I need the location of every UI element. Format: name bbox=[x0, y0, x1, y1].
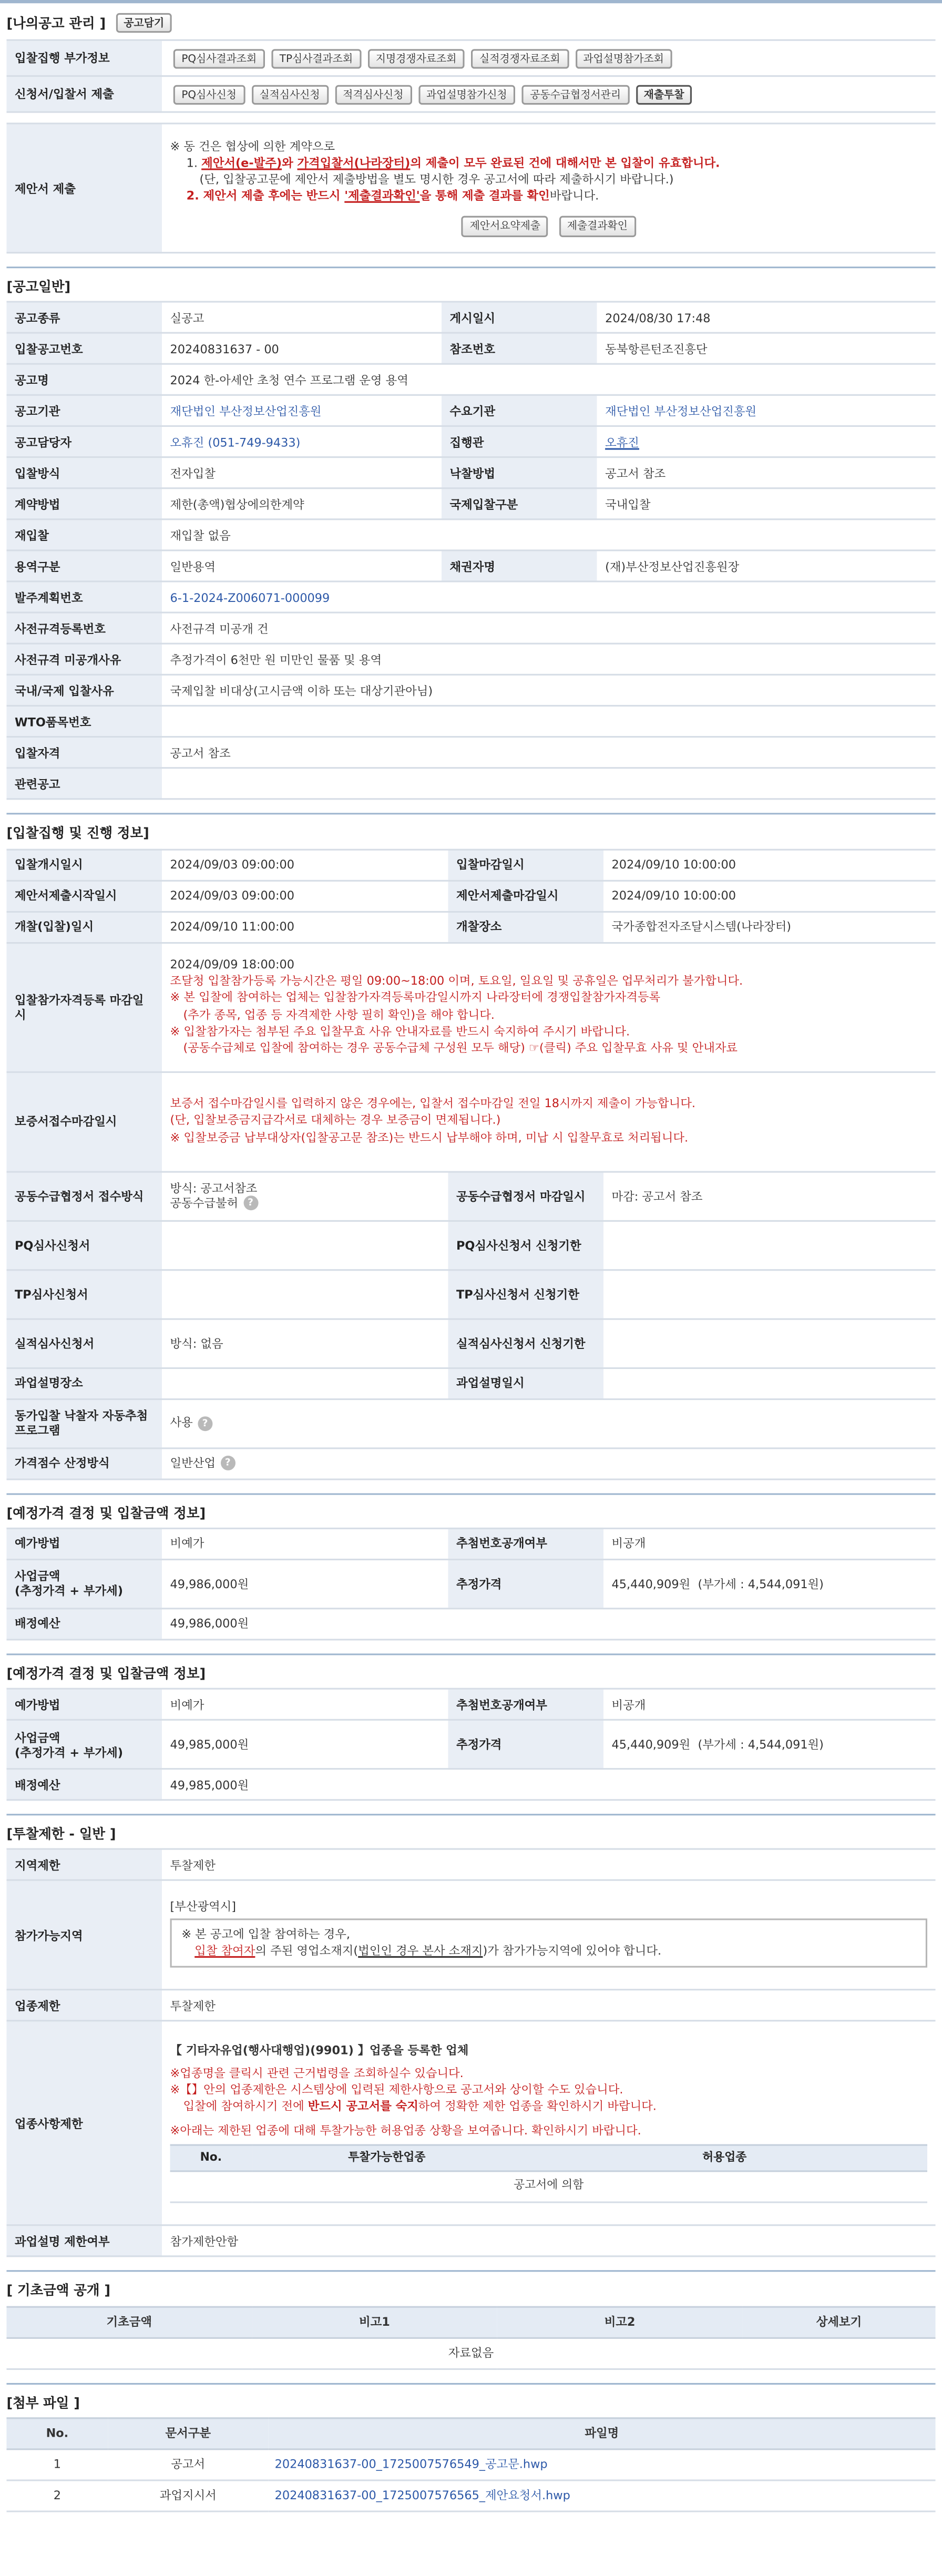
extra-info-label: 입찰집행 부가정보 bbox=[6, 40, 162, 76]
area-value bbox=[162, 1880, 936, 1990]
proposal-notice bbox=[162, 124, 936, 253]
extra-info-buttons bbox=[170, 48, 927, 68]
briefing-place-value bbox=[162, 1367, 448, 1398]
pq-apply-button[interactable]: PQ심사신청 bbox=[173, 84, 245, 104]
price-table-2 bbox=[6, 1688, 935, 1801]
manager-label: 공고담당자 bbox=[6, 426, 162, 457]
joint-method-value bbox=[162, 1171, 448, 1220]
allowed-col-industry: 투찰가능한업종 bbox=[252, 2144, 521, 2172]
auto-draw-label: 동가입찰 낙찰자 자동추첨프로그램 bbox=[6, 1398, 162, 1447]
proposal-line1 bbox=[170, 155, 927, 171]
designated-result-button[interactable]: 지명경쟁자료조회 bbox=[367, 48, 465, 68]
my-notice-section bbox=[6, 13, 942, 33]
area-label: 참가가능지역 bbox=[6, 1880, 162, 1990]
qualify-apply-button[interactable]: 적격심사신청 bbox=[335, 84, 412, 104]
qualification-value: 공고서 참조 bbox=[162, 737, 936, 768]
bond-deadline-value bbox=[162, 1071, 936, 1171]
joint-method-line1: 방식: 공고서참조 bbox=[170, 1180, 258, 1195]
draw-public-value: 비공개 bbox=[603, 1528, 936, 1559]
industry-condition-4 bbox=[170, 2099, 927, 2115]
price-score-label: 가격점수 산정방식 bbox=[6, 1447, 162, 1478]
project-amount-label-2: (추정가격 + 부가세) bbox=[14, 1744, 123, 1759]
divider bbox=[6, 2382, 935, 2384]
pq-deadline-label: PQ심사신청서 신청기한 bbox=[448, 1220, 603, 1269]
industry-condition-1[interactable]: 【 기타자유업(행사대행업)(9901) 】업종을 등록한 업체 bbox=[170, 2043, 469, 2058]
tp-form-value bbox=[162, 1269, 448, 1318]
apply-buttons bbox=[170, 84, 927, 104]
related-notice-label: 관련공고 bbox=[6, 768, 162, 799]
joint-deadline-label: 공동수급협정서 마감일시 bbox=[448, 1171, 603, 1220]
perf-deadline-label: 실적심사신청서 신청기한 bbox=[448, 1318, 603, 1367]
file-type: 공고서 bbox=[108, 2449, 268, 2480]
registration-hours-note: 조달청 입찰참가등록 가능시간은 평일 09:00~18:00 이며, 토요일, 일요일 및 공휴일은 업무처리가 불가합니다. bbox=[170, 974, 743, 989]
vat-amount: (부가세 : 4,544,091원) bbox=[698, 1736, 824, 1752]
registration-note-1: ※ 본 입찰에 참여하는 업체는 입찰참가자격등록마감일시까지 나라장터에 경쟁입찰참가자격등록 bbox=[170, 990, 661, 1005]
proposal-line3b: '제출결과확인' bbox=[344, 188, 420, 203]
rebid-label: 재입찰 bbox=[6, 520, 162, 551]
open-date-label: 개찰(입찰)일시 bbox=[6, 911, 162, 942]
post-date-label: 게시일시 bbox=[442, 302, 597, 333]
price-method-label: 예가방법 bbox=[6, 1689, 162, 1720]
joint-method-line2: 공동수급불허 bbox=[170, 1195, 239, 1210]
performance-result-button[interactable]: 실적경쟁자료조회 bbox=[471, 48, 568, 68]
prespec-no-label: 사전규격등록번호 bbox=[6, 613, 162, 644]
briefing-limit-label: 과업설명 제한여부 bbox=[6, 2225, 162, 2256]
budget-value: 49,986,000원 bbox=[162, 1608, 936, 1639]
help-icon[interactable]: ? bbox=[198, 1416, 212, 1430]
price-method-value: 비예가 bbox=[162, 1689, 448, 1720]
tp-form-label: TP심사신청서 bbox=[6, 1269, 162, 1318]
allowed-industry-table bbox=[170, 2144, 927, 2204]
pq-form-value bbox=[162, 1220, 448, 1269]
divider bbox=[6, 1493, 935, 1494]
proposal-line1-num: 1. bbox=[186, 155, 202, 170]
allowed-empty-row: 공고서에 의함 bbox=[170, 2172, 927, 2202]
open-place-label: 개찰장소 bbox=[448, 911, 603, 942]
table-row bbox=[6, 2449, 935, 2480]
area-notice-bidder: 입찰 참여자 bbox=[194, 1943, 255, 1958]
open-place-value: 국가종합전자조달시스템(나라장터) bbox=[603, 911, 936, 942]
wto-label: WTO품목번호 bbox=[6, 706, 162, 737]
basic-col-detail: 상세보기 bbox=[742, 2306, 935, 2337]
industry-condition-3: ※【】안의 업종제한은 시스템상에 입력된 제한사항으로 공고서와 상이할 수도 있습니다. bbox=[170, 2082, 623, 2098]
auto-draw-value bbox=[162, 1398, 936, 1447]
limit-section-title: [투찰제한 - 일반 ] bbox=[6, 1825, 116, 1842]
files-col-type: 문서구분 bbox=[108, 2418, 268, 2449]
file-type: 과업지시서 bbox=[108, 2480, 268, 2511]
proposal-line0: ※ 동 건은 협상에 의한 계약으로 bbox=[170, 139, 335, 154]
tp-result-button[interactable]: TP심사결과조회 bbox=[271, 48, 361, 68]
ref-no-value: 동북항른턴조진흥단 bbox=[597, 333, 936, 364]
perf-form-value: 방식: 없음 bbox=[162, 1318, 448, 1367]
price-section-title: [예정가격 결정 및 입찰금액 정보] bbox=[6, 1504, 206, 1520]
contract-method-label: 계약방법 bbox=[6, 488, 162, 519]
contract-method-value: 제한(총액)협상에의한계약 bbox=[162, 488, 442, 519]
pq-result-button[interactable]: PQ심사결과조회 bbox=[173, 48, 265, 68]
proposal-label: 제안서 제출 bbox=[6, 124, 162, 253]
submit-bid-button[interactable]: 재출투찰 bbox=[636, 84, 692, 104]
divider bbox=[6, 1653, 935, 1655]
service-type-label: 용역구분 bbox=[6, 551, 162, 582]
budget-value: 49,985,000원 bbox=[162, 1769, 936, 1800]
briefing-date-value bbox=[603, 1367, 936, 1398]
bond-deadline-label: 보증서접수마감일시 bbox=[6, 1071, 162, 1171]
prespec-no-value: 사전규격 미공개 건 bbox=[162, 613, 936, 644]
proposal-line2: (단, 입찰공고문에 제안서 제출방법을 별도 명시한 경우 공고서에 따라 제출하시기 바랍니다.) bbox=[199, 171, 674, 187]
area-notice-hq: 법인인 경우 본사 소재지 bbox=[358, 1943, 483, 1958]
submit-result-button[interactable]: 제출결과확인 bbox=[559, 216, 636, 237]
limit-table bbox=[6, 1848, 935, 2257]
table-row bbox=[6, 2480, 935, 2511]
prespec-reason-value: 추정가격이 6천만 원 미만인 물품 및 용역 bbox=[162, 644, 936, 675]
industry-limit-label: 업종제한 bbox=[6, 1990, 162, 2021]
bond-note-3: ※ 입찰보증금 납부대상자(입찰공고문 참조)는 반드시 납부해야 하며, 미납 시 입찰무효로 처리됩니다. bbox=[170, 1129, 689, 1144]
est-price-amount: 45,440,909원 bbox=[611, 1576, 691, 1591]
basic-col-note2: 비고2 bbox=[497, 2306, 743, 2337]
price-method-label: 예가방법 bbox=[6, 1528, 162, 1559]
manager-link[interactable]: 오휴진 (051-749-9433) bbox=[162, 426, 442, 457]
industry-limit-value: 투찰제한 bbox=[162, 1990, 936, 2021]
files-table bbox=[6, 2417, 935, 2511]
est-price-value bbox=[603, 1559, 936, 1608]
pq-form-label: PQ심사신청서 bbox=[6, 1220, 162, 1269]
divider bbox=[6, 813, 935, 815]
auto-draw-text: 사용 bbox=[170, 1415, 193, 1430]
briefing-apply-button[interactable]: 과업설명참가신청 bbox=[418, 84, 515, 104]
prespec-reason-label: 사전규격 미공개사유 bbox=[6, 644, 162, 675]
progress-table bbox=[6, 848, 935, 1479]
region-limit-value: 투찰제한 bbox=[162, 1849, 936, 1880]
post-date-value: 2024/08/30 17:48 bbox=[597, 302, 936, 333]
proposal-start-value: 2024/09/03 09:00:00 bbox=[162, 880, 448, 911]
registration-deadline-value bbox=[162, 942, 936, 1071]
price-section-title: [예정가격 결정 및 입찰금액 정보] bbox=[6, 1664, 206, 1681]
open-date-value: 2024/09/10 11:00:00 bbox=[162, 911, 448, 942]
bid-start-label: 입찰개시일시 bbox=[6, 849, 162, 880]
progress-section-title: [입찰집행 및 진행 정보] bbox=[6, 824, 149, 841]
industry-condition-4c: 하여 정확한 제한 업종을 확인하시기 바랍니다. bbox=[418, 2099, 657, 2114]
file-no: 1 bbox=[6, 2449, 108, 2480]
demand-link[interactable]: 재단법인 부산정보산업진흥원 bbox=[597, 395, 936, 426]
creditor-label: 채권자명 bbox=[442, 551, 597, 582]
bid-method-label: 입찰방식 bbox=[6, 457, 162, 488]
ref-no-label: 참조번호 bbox=[442, 333, 597, 364]
org-link[interactable]: 재단법인 부산정보산업진흥원 bbox=[162, 395, 442, 426]
briefing-limit-value: 참가제한안함 bbox=[162, 2225, 936, 2256]
proposal-summary-button[interactable]: 제안서요약제출 bbox=[462, 216, 549, 237]
proposal-line1-eorder: 제안서(e-발주) bbox=[201, 155, 282, 170]
divider bbox=[6, 1814, 935, 1815]
allowed-col-no: No. bbox=[170, 2144, 252, 2172]
price-table-1 bbox=[6, 1527, 935, 1640]
qualification-label: 입찰자격 bbox=[6, 737, 162, 768]
org-label: 공고기관 bbox=[6, 395, 162, 426]
draw-public-label: 추첨번호공개여부 bbox=[448, 1689, 603, 1720]
performance-apply-button[interactable]: 실적심사신청 bbox=[251, 84, 328, 104]
plan-no-label: 발주계획번호 bbox=[6, 582, 162, 613]
area-notice-1: ※ 본 공고에 입찰 참여하는 경우, bbox=[181, 1927, 350, 1942]
area-notice-mid: 의 주된 영업소재지( bbox=[255, 1943, 359, 1958]
save-notice-button[interactable]: 공고담기 bbox=[116, 13, 172, 33]
perf-form-label: 실적심사신청서 bbox=[6, 1318, 162, 1367]
price-score-text: 일반산업 bbox=[170, 1455, 216, 1470]
bid-extra-table bbox=[6, 39, 935, 113]
briefing-result-button[interactable]: 과업설명참가조회 bbox=[575, 48, 672, 68]
registration-deadline-date: 2024/09/09 18:00:00 bbox=[170, 957, 294, 972]
service-type-value: 일반용역 bbox=[162, 551, 442, 582]
industry-condition-value bbox=[162, 2021, 936, 2226]
help-icon[interactable]: ? bbox=[243, 1196, 258, 1211]
vat-amount: (부가세 : 4,544,091원) bbox=[698, 1576, 824, 1591]
bid-end-value: 2024/09/10 10:00:00 bbox=[603, 849, 936, 880]
proposal-line1-and: 와 bbox=[282, 155, 298, 170]
budget-label: 배정예산 bbox=[6, 1608, 162, 1639]
registration-note-2: (추가 종목, 업종 등 자격제한 사항 필히 확인)을 해야 합니다. bbox=[183, 1006, 495, 1021]
award-method-value: 공고서 참조 bbox=[597, 457, 936, 488]
basic-price-table bbox=[6, 2305, 935, 2369]
industry-condition-5: ※아래는 제한된 업종에 대해 투찰가능한 허용업종 상황을 보여줍니다. 확인하시기 바랍니다. bbox=[170, 2122, 641, 2137]
tp-deadline-label: TP심사신청서 신청기한 bbox=[448, 1269, 603, 1318]
briefing-date-label: 과업설명일시 bbox=[448, 1367, 603, 1398]
perf-deadline-value bbox=[603, 1318, 936, 1367]
proposal-end-value: 2024/09/10 10:00:00 bbox=[603, 880, 936, 911]
industry-condition-4b: 반드시 공고서를 숙지 bbox=[308, 2099, 418, 2114]
divider bbox=[6, 267, 935, 268]
related-notice-value bbox=[162, 768, 936, 799]
industry-condition-4a: 입찰에 참여하시기 전에 bbox=[183, 2099, 308, 2114]
proposal-line3d: 바랍니다. bbox=[549, 188, 599, 203]
draw-public-value: 비공개 bbox=[603, 1689, 936, 1720]
project-amount-label-1: 사업금액 bbox=[14, 1569, 60, 1584]
proposal-line3c: 을 통해 제출 결과를 확인 bbox=[419, 188, 550, 203]
allowed-col-permitted: 허용업종 bbox=[521, 2144, 927, 2172]
project-amount-label bbox=[6, 1720, 162, 1769]
area-notice-end: )가 참가가능지역에 있어야 합니다. bbox=[483, 1943, 662, 1958]
est-price-label: 추정가격 bbox=[448, 1720, 603, 1769]
demand-label: 수요기관 bbox=[442, 395, 597, 426]
area-notice-2 bbox=[181, 1944, 916, 1960]
notice-no-value: 20240831637 - 00 bbox=[162, 333, 442, 364]
area-region-name: [부산광역시] bbox=[170, 1899, 237, 1914]
general-section-title: [공고일반] bbox=[6, 278, 71, 294]
plan-no-link[interactable]: 6-1-2024-Z006071-000099 bbox=[162, 582, 936, 613]
joint-deadline-value: 마감: 공고서 참조 bbox=[603, 1171, 936, 1220]
file-link[interactable]: 20240831637-00_1725007576565_제안요청서.hwp bbox=[268, 2480, 935, 2511]
domestic-reason-label: 국내/국제 입찰사유 bbox=[6, 675, 162, 706]
budget-label: 배정예산 bbox=[6, 1769, 162, 1800]
file-no: 2 bbox=[6, 2480, 108, 2511]
intl-bid-value: 국내입찰 bbox=[597, 488, 936, 519]
tp-deadline-value bbox=[603, 1269, 936, 1318]
project-amount-value: 49,986,000원 bbox=[162, 1559, 448, 1608]
notice-no-label: 입찰공고번호 bbox=[6, 333, 162, 364]
my-notice-title: [나의공고 관리 ] bbox=[6, 14, 106, 31]
rebid-value: 재입찰 없음 bbox=[162, 520, 936, 551]
proposal-table bbox=[6, 122, 935, 253]
domestic-reason-value: 국제입찰 비대상(고시금액 이하 또는 대상기관아님) bbox=[162, 675, 936, 706]
executor-label: 집행관 bbox=[442, 426, 597, 457]
bond-note-1: 보증서 접수마감일시를 입력하지 않은 경우에는, 입찰서 접수마감일 전일 18시까지 제출이 가능합니다. bbox=[170, 1096, 695, 1111]
region-limit-label: 지역제한 bbox=[6, 1849, 162, 1880]
bid-method-value: 전자입찰 bbox=[162, 457, 442, 488]
general-table bbox=[6, 301, 935, 800]
project-amount-label bbox=[6, 1559, 162, 1608]
industry-condition-2: ※업종명을 클릭시 관련 근거법령을 조회하실수 있습니다. bbox=[170, 2066, 464, 2081]
project-amount-value: 49,985,000원 bbox=[162, 1720, 448, 1769]
industry-condition-label: 업종사항제한 bbox=[6, 2021, 162, 2226]
joint-agreement-button[interactable]: 공동수급협정서관리 bbox=[522, 84, 629, 104]
bid-end-label: 입찰마감일시 bbox=[448, 849, 603, 880]
basic-col-note1: 비고1 bbox=[252, 2306, 497, 2337]
invalid-reasons-link[interactable]: (공동수급체로 입찰에 참여하는 경우 공동수급체 구성원 모두 해당) ☞(클릭) 주요 입찰무효 사유 및 안내자료 bbox=[183, 1039, 738, 1055]
notice-type-label: 공고종류 bbox=[6, 302, 162, 333]
files-col-no: No. bbox=[6, 2418, 108, 2449]
bid-start-value: 2024/09/03 09:00:00 bbox=[162, 849, 448, 880]
help-icon[interactable]: ? bbox=[220, 1456, 235, 1471]
divider bbox=[6, 2271, 935, 2272]
proposal-line3a: 2. 제안서 제출 후에는 반드시 bbox=[186, 188, 345, 203]
proposal-line3 bbox=[170, 188, 927, 205]
joint-method-label: 공동수급협정서 접수방식 bbox=[6, 1171, 162, 1220]
file-link[interactable]: 20240831637-00_1725007576549_공고문.hwp bbox=[268, 2449, 935, 2480]
draw-public-label: 추첨번호공개여부 bbox=[448, 1528, 603, 1559]
proposal-line1-price: 가격입찰서(나라장터) bbox=[297, 155, 411, 170]
notice-name-value: 2024 한-아세안 초청 연수 프로그램 운영 용역 bbox=[162, 364, 936, 395]
registration-note-3: ※ 입찰참가자는 첨부된 주요 입찰무효 사유 안내자료를 반드시 숙지하여 주시기 바랍니다. bbox=[170, 1023, 630, 1038]
est-price-value bbox=[603, 1720, 936, 1769]
area-notice-box bbox=[170, 1919, 927, 1968]
registration-deadline-label: 입찰참가자격등록 마감일시 bbox=[6, 942, 162, 1071]
apply-label: 신청서/입찰서 제출 bbox=[6, 76, 162, 112]
briefing-place-label: 과업설명장소 bbox=[6, 1367, 162, 1398]
price-score-value bbox=[162, 1447, 936, 1478]
est-price-amount: 45,440,909원 bbox=[611, 1736, 691, 1752]
award-method-label: 낙찰방법 bbox=[442, 457, 597, 488]
pq-deadline-value bbox=[603, 1220, 936, 1269]
proposal-line1-rest: 의 제출이 모두 완료된 건에 대해서만 본 입찰이 유효합니다. bbox=[410, 155, 720, 170]
top-divider bbox=[0, 0, 942, 3]
proposal-start-label: 제안서제출시작일시 bbox=[6, 880, 162, 911]
wto-value bbox=[162, 706, 936, 737]
price-method-value: 비예가 bbox=[162, 1528, 448, 1559]
files-col-name: 파일명 bbox=[268, 2418, 935, 2449]
files-section-title: [첨부 파일 ] bbox=[6, 2394, 80, 2410]
proposal-end-label: 제안서제출마감일시 bbox=[448, 880, 603, 911]
est-price-label: 추정가격 bbox=[448, 1559, 603, 1608]
creditor-value: (재)부산정보산업진흥원장 bbox=[597, 551, 936, 582]
executor-link[interactable]: 오휴진 bbox=[597, 426, 936, 457]
notice-type-value: 실공고 bbox=[162, 302, 442, 333]
notice-name-label: 공고명 bbox=[6, 364, 162, 395]
project-amount-label-2: (추정가격 + 부가세) bbox=[14, 1583, 123, 1599]
bond-note-2: (단, 입찰보증금지급각서로 대체하는 경우 보증금이 면제됩니다.) bbox=[170, 1112, 501, 1128]
project-amount-label-1: 사업금액 bbox=[14, 1729, 60, 1744]
basic-price-section-title: [ 기초금액 공개 ] bbox=[6, 2282, 110, 2298]
basic-col-amount: 기초금액 bbox=[6, 2306, 252, 2337]
intl-bid-label: 국제입찰구분 bbox=[442, 488, 597, 519]
basic-empty-row: 자료없음 bbox=[6, 2337, 935, 2368]
